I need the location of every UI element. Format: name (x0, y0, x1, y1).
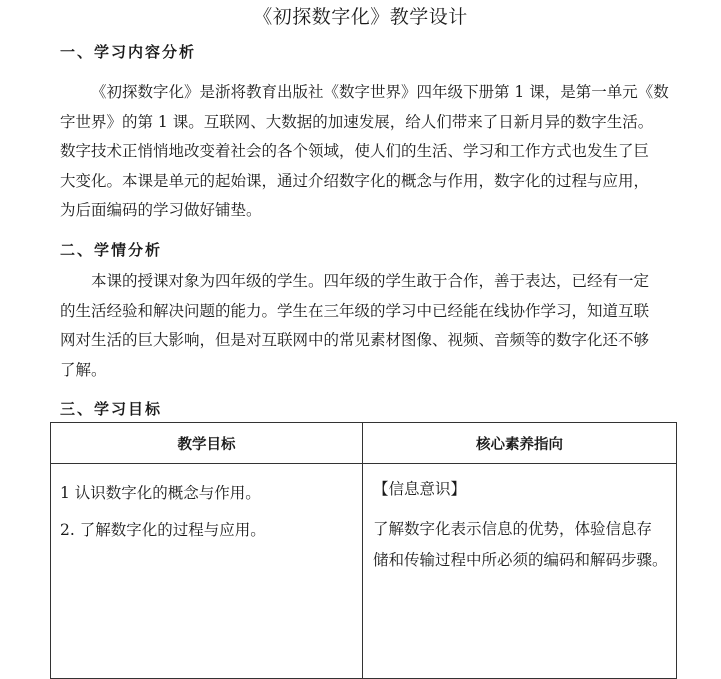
column-header-core-literacy: 核心素养指向 (363, 423, 677, 464)
section-heading-content-analysis: 一、学习内容分析 (60, 43, 197, 61)
paragraph-line: 本课的授课对象为四年级的学生。四年级的学生敢于合作，善于表达，已经有一定 (91, 272, 650, 290)
paragraph-line: 《初探数字化》是浙将教育出版社《数字世界》四年级下册第 1 课，是第一单元《数 (91, 83, 669, 101)
table-row (51, 464, 677, 679)
paragraph-line: 的生活经验和解决问题的能力。学生在三年级的学习中已经能在线协作学习，知道互联 (60, 301, 650, 320)
column-header-teaching-goals: 教学目标 (51, 423, 363, 464)
paragraph-line: 大变化。本课是单元的起始课，通过介绍数字化的概念与作用，数字化的过程与应用， (60, 171, 650, 190)
paragraph-learner-analysis (60, 267, 680, 385)
paragraph-content-analysis (60, 78, 680, 226)
literacy-line: 了解数字化表示信息的优势，体验信息存 (373, 520, 653, 538)
learning-goals-table (50, 422, 677, 679)
objective-item: 2. 了解数字化的过程与应用。 (60, 521, 266, 539)
section-heading-learner-analysis: 二、学情分析 (60, 241, 163, 259)
paragraph-line: 了解。 (60, 360, 107, 379)
table-header-row (51, 423, 677, 464)
paragraph-line: 为后面编码的学习做好铺垫。 (60, 201, 262, 219)
objective-item: 1 认识数字化的概念与作用。 (60, 484, 261, 502)
paragraph-line: 网对生活的巨大影响，但是对互联网中的常见素材图像、视频、音频等的数字化还不够 (60, 331, 650, 349)
literacy-cell (363, 464, 677, 679)
objectives-cell (51, 464, 363, 679)
paragraph-line: 数字技术正悄悄地改变着社会的各个领域，使人们的生活、学习和工作方式也发生了巨 (60, 142, 650, 160)
literacy-tag: 【信息意识】 (373, 480, 467, 498)
document-title: 《初探数字化》教学设计 (253, 6, 468, 28)
section-heading-learning-goals: 三、学习目标 (60, 400, 163, 418)
literacy-line: 储和传输过程中所必须的编码和解码步骤。 (373, 551, 668, 569)
paragraph-line: 字世界》的第 1 课。互联网、大数据的加速发展，给人们带来了日新月异的数字生活。 (60, 112, 654, 131)
